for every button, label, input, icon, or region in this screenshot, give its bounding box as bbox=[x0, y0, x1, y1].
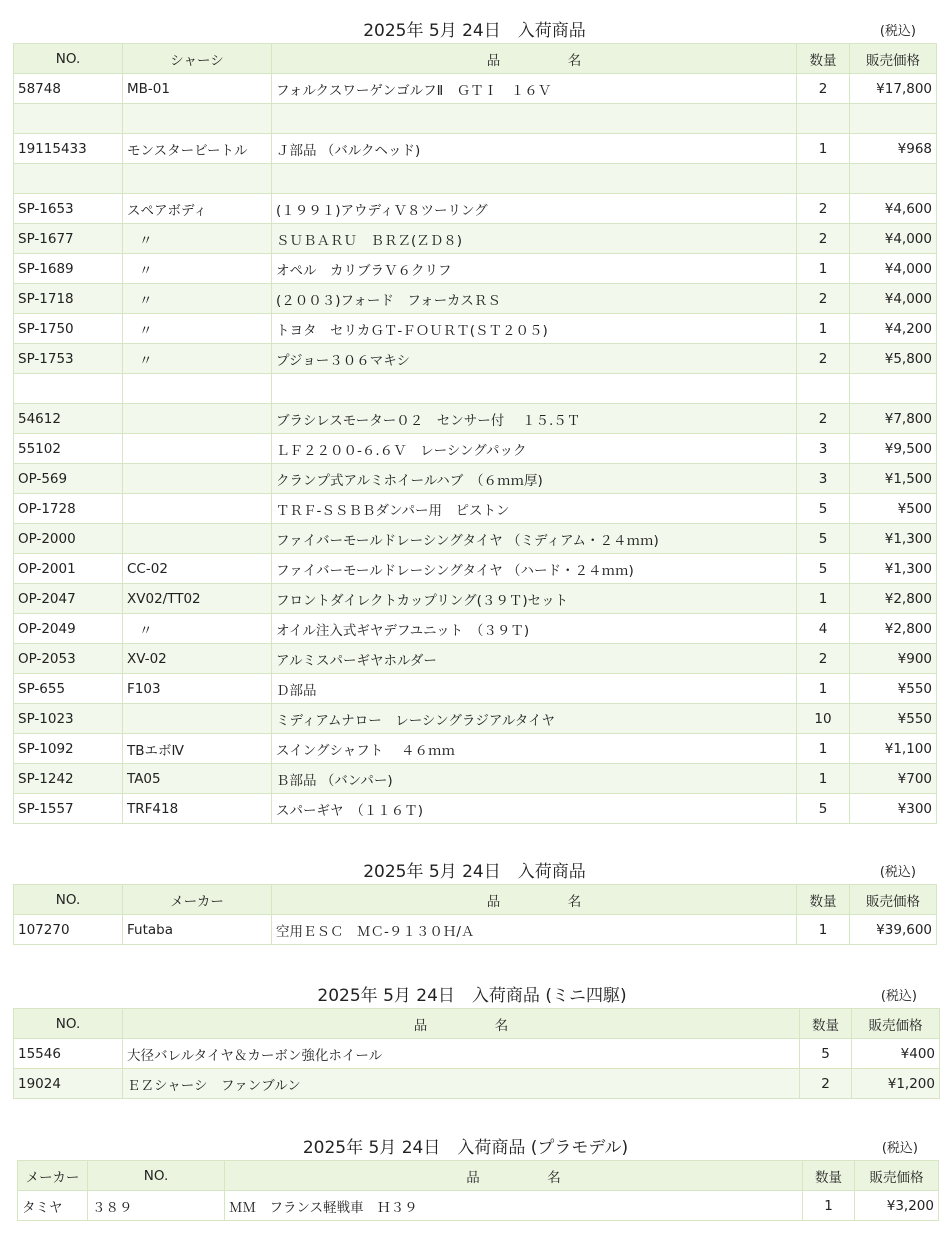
header-item-name: 品 名 bbox=[123, 1009, 800, 1039]
cell-qty: 2 bbox=[797, 284, 850, 314]
cell-price: ¥4,600 bbox=[850, 194, 937, 224]
table-row bbox=[14, 794, 937, 824]
cell-price bbox=[850, 374, 937, 404]
table-row bbox=[14, 704, 937, 734]
cell-no: 107270 bbox=[14, 915, 123, 945]
cell-no: OP-1728 bbox=[14, 494, 123, 524]
cell-qty: 1 bbox=[797, 314, 850, 344]
cell-chassis bbox=[123, 374, 272, 404]
tax-note: (税込) bbox=[881, 1141, 918, 1156]
cell-chassis: 〃 bbox=[123, 344, 272, 374]
cell-item-name bbox=[272, 104, 797, 134]
cell-no: SP-1092 bbox=[14, 734, 123, 764]
cell-item-name: (１９９１)アウディＶ８ツーリング bbox=[272, 194, 797, 224]
cell-price: ¥1,500 bbox=[850, 464, 937, 494]
cell-price: ¥1,300 bbox=[850, 554, 937, 584]
header-item-name: 品 名 bbox=[272, 885, 797, 915]
cell-qty: 3 bbox=[797, 434, 850, 464]
cell-qty: 4 bbox=[797, 614, 850, 644]
table-header-row bbox=[14, 44, 937, 74]
section-title: 2025年 5月 24日 入荷商品 bbox=[363, 862, 586, 882]
table-row bbox=[14, 644, 937, 674]
cell-no: ３８９ bbox=[88, 1191, 225, 1221]
cell-chassis bbox=[123, 164, 272, 194]
cell-no: 55102 bbox=[14, 434, 123, 464]
header-maker: メーカー bbox=[18, 1161, 88, 1191]
cell-item-name: ＳＵＢＡＲＵ ＢＲＺ(ＺＤ８) bbox=[272, 224, 797, 254]
cell-no: SP-1750 bbox=[14, 314, 123, 344]
table-row bbox=[14, 1069, 940, 1099]
cell-qty: 2 bbox=[797, 344, 850, 374]
table-row bbox=[14, 464, 937, 494]
cell-no: 19024 bbox=[14, 1069, 123, 1099]
cell-no: OP-2053 bbox=[14, 644, 123, 674]
cell-price: ¥4,200 bbox=[850, 314, 937, 344]
header-item-name: 品 名 bbox=[272, 44, 797, 74]
cell-item-name: ＬＦ２２００-６.６Ｖ レーシングパック bbox=[272, 434, 797, 464]
cell-chassis bbox=[123, 494, 272, 524]
cell-qty bbox=[797, 374, 850, 404]
table-row bbox=[14, 1039, 940, 1069]
table-row bbox=[18, 1191, 939, 1221]
cell-qty: 2 bbox=[797, 644, 850, 674]
header-no: NO. bbox=[14, 44, 123, 74]
cell-item-name: ＴＲＦ-ＳＳＢＢダンパー用 ピストン bbox=[272, 494, 797, 524]
table-row bbox=[14, 915, 937, 945]
cell-item-name: (２００３)フォード フォーカスＲＳ bbox=[272, 284, 797, 314]
cell-price: ¥2,800 bbox=[850, 614, 937, 644]
cell-item-name: Ｊ部品 （バルクヘッド) bbox=[272, 134, 797, 164]
cell-no: SP-1557 bbox=[14, 794, 123, 824]
cell-chassis: XV02/TT02 bbox=[123, 584, 272, 614]
cell-qty: 2 bbox=[800, 1069, 852, 1099]
cell-item-name: フォルクスワーゲンゴルフⅡ ＧＴＩ １６Ｖ bbox=[272, 74, 797, 104]
table-header-row bbox=[14, 1009, 940, 1039]
cell-price: ¥4,000 bbox=[850, 224, 937, 254]
cell-item-name: フロントダイレクトカップリング(３９Ｔ)セット bbox=[272, 584, 797, 614]
cell-price: ¥2,800 bbox=[850, 584, 937, 614]
cell-chassis: 〃 bbox=[123, 614, 272, 644]
cell-qty: 1 bbox=[797, 915, 850, 945]
cell-no: OP-569 bbox=[14, 464, 123, 494]
cell-qty: 2 bbox=[797, 74, 850, 104]
table-row bbox=[14, 284, 937, 314]
cell-item-name: スイングシャフト ４６ｍｍ bbox=[272, 734, 797, 764]
cell-item-name: ミディアムナロー レーシングラジアルタイヤ bbox=[272, 704, 797, 734]
table-row bbox=[14, 134, 937, 164]
cell-no: 54612 bbox=[14, 404, 123, 434]
header-qty: 数量 bbox=[797, 44, 850, 74]
header-chassis: シャーシ bbox=[123, 44, 272, 74]
cell-price: ¥17,800 bbox=[850, 74, 937, 104]
cell-chassis bbox=[123, 434, 272, 464]
table-row bbox=[14, 554, 937, 584]
cell-no: 15546 bbox=[14, 1039, 123, 1069]
tax-note: (税込) bbox=[879, 865, 916, 880]
table-row bbox=[14, 74, 937, 104]
header-item-name: 品 名 bbox=[225, 1161, 803, 1191]
cell-price: ¥7,800 bbox=[850, 404, 937, 434]
cell-no: SP-1753 bbox=[14, 344, 123, 374]
cell-item-name: ＥＺシャーシ ファンブルン bbox=[123, 1069, 800, 1099]
cell-item-name bbox=[272, 374, 797, 404]
arrivals-table bbox=[13, 884, 937, 945]
table-row bbox=[14, 254, 937, 284]
table-header-row bbox=[18, 1161, 939, 1191]
cell-chassis: F103 bbox=[123, 674, 272, 704]
cell-qty: 5 bbox=[797, 494, 850, 524]
cell-qty: 1 bbox=[797, 134, 850, 164]
cell-chassis: 〃 bbox=[123, 314, 272, 344]
cell-price: ¥4,000 bbox=[850, 254, 937, 284]
cell-item-name: Ｄ部品 bbox=[272, 674, 797, 704]
header-qty: 数量 bbox=[803, 1161, 855, 1191]
cell-no: SP-1689 bbox=[14, 254, 123, 284]
cell-chassis: XV-02 bbox=[123, 644, 272, 674]
cell-no: SP-655 bbox=[14, 674, 123, 704]
cell-price: ¥550 bbox=[850, 704, 937, 734]
cell-qty: 1 bbox=[803, 1191, 855, 1221]
tax-note: (税込) bbox=[880, 989, 917, 1004]
table-header-row bbox=[14, 885, 937, 915]
cell-price: ¥3,200 bbox=[855, 1191, 939, 1221]
table-row bbox=[14, 584, 937, 614]
cell-price: ¥39,600 bbox=[850, 915, 937, 945]
table-row bbox=[14, 734, 937, 764]
cell-chassis bbox=[123, 104, 272, 134]
cell-qty: 5 bbox=[797, 554, 850, 584]
cell-no: OP-2001 bbox=[14, 554, 123, 584]
cell-chassis: 〃 bbox=[123, 254, 272, 284]
cell-item-name: ＭＭ フランス軽戦車 Ｈ３９ bbox=[225, 1191, 803, 1221]
header-maker: メーカー bbox=[123, 885, 272, 915]
cell-qty: 5 bbox=[797, 524, 850, 554]
cell-chassis bbox=[123, 524, 272, 554]
header-no: NO. bbox=[14, 885, 123, 915]
cell-item-name: ブラシレスモーター０２ センサー付 １５.５Ｔ bbox=[272, 404, 797, 434]
cell-chassis bbox=[123, 704, 272, 734]
cell-price: ¥1,200 bbox=[852, 1069, 940, 1099]
cell-price: ¥300 bbox=[850, 794, 937, 824]
cell-item-name bbox=[272, 164, 797, 194]
cell-qty: 1 bbox=[797, 734, 850, 764]
arrivals-table bbox=[17, 1160, 939, 1221]
cell-maker: タミヤ bbox=[18, 1191, 88, 1221]
cell-qty: 1 bbox=[797, 254, 850, 284]
table-row bbox=[14, 614, 937, 644]
cell-item-name: クランプ式アルミホイールハブ （６ｍｍ厚) bbox=[272, 464, 797, 494]
header-price: 販売価格 bbox=[855, 1161, 939, 1191]
table-row bbox=[14, 524, 937, 554]
table-row bbox=[14, 314, 937, 344]
cell-price: ¥1,300 bbox=[850, 524, 937, 554]
cell-no: SP-1242 bbox=[14, 764, 123, 794]
cell-item-name: ファイバーモールドレーシングタイヤ （ミディアム・２４ｍｍ) bbox=[272, 524, 797, 554]
cell-item-name: 大径バレルタイヤ＆カーボン強化ホイール bbox=[123, 1039, 800, 1069]
cell-qty: 3 bbox=[797, 464, 850, 494]
cell-qty: 1 bbox=[797, 584, 850, 614]
cell-qty: 5 bbox=[797, 794, 850, 824]
table-row bbox=[14, 344, 937, 374]
cell-item-name: オイル注入式ギヤデフユニット （３９Ｔ) bbox=[272, 614, 797, 644]
section-title: 2025年 5月 24日 入荷商品 bbox=[363, 21, 586, 41]
cell-qty: 10 bbox=[797, 704, 850, 734]
cell-price: ¥700 bbox=[850, 764, 937, 794]
cell-qty bbox=[797, 104, 850, 134]
tax-note: (税込) bbox=[879, 24, 916, 39]
cell-no bbox=[14, 104, 123, 134]
cell-item-name: トヨタ セリカＧＴ-ＦＯＵＲＴ(ＳＴ２０５) bbox=[272, 314, 797, 344]
cell-price: ¥968 bbox=[850, 134, 937, 164]
cell-chassis: CC-02 bbox=[123, 554, 272, 584]
cell-chassis: TRF418 bbox=[123, 794, 272, 824]
cell-qty: 1 bbox=[797, 764, 850, 794]
cell-chassis: スペアボディ bbox=[123, 194, 272, 224]
cell-no bbox=[14, 374, 123, 404]
table-row bbox=[14, 434, 937, 464]
header-price: 販売価格 bbox=[852, 1009, 940, 1039]
section-title: 2025年 5月 24日 入荷商品 (ミニ四駆) bbox=[317, 986, 627, 1006]
cell-qty: 2 bbox=[797, 224, 850, 254]
header-qty: 数量 bbox=[800, 1009, 852, 1039]
cell-no: OP-2047 bbox=[14, 584, 123, 614]
cell-chassis bbox=[123, 404, 272, 434]
cell-price: ¥5,800 bbox=[850, 344, 937, 374]
table-row bbox=[14, 674, 937, 704]
header-price: 販売価格 bbox=[850, 44, 937, 74]
arrivals-table bbox=[13, 1008, 940, 1099]
cell-item-name: ファイバーモールドレーシングタイヤ （ハード・２４ｍｍ) bbox=[272, 554, 797, 584]
cell-no: SP-1677 bbox=[14, 224, 123, 254]
table-row bbox=[14, 404, 937, 434]
section-title: 2025年 5月 24日 入荷商品 (プラモデル) bbox=[302, 1138, 629, 1158]
cell-chassis bbox=[123, 464, 272, 494]
cell-item-name: Ｂ部品 （バンパー) bbox=[272, 764, 797, 794]
cell-qty: 1 bbox=[797, 674, 850, 704]
cell-item-name: プジョー３０６マキシ bbox=[272, 344, 797, 374]
cell-price bbox=[850, 164, 937, 194]
table-row bbox=[14, 494, 937, 524]
cell-no: SP-1653 bbox=[14, 194, 123, 224]
cell-no: 19115433 bbox=[14, 134, 123, 164]
cell-qty bbox=[797, 164, 850, 194]
cell-no bbox=[14, 164, 123, 194]
cell-no: SP-1023 bbox=[14, 704, 123, 734]
header-qty: 数量 bbox=[797, 885, 850, 915]
table-row bbox=[14, 164, 937, 194]
cell-price: ¥4,000 bbox=[850, 284, 937, 314]
cell-chassis: 〃 bbox=[123, 224, 272, 254]
cell-qty: 5 bbox=[800, 1039, 852, 1069]
cell-price bbox=[850, 104, 937, 134]
cell-price: ¥1,100 bbox=[850, 734, 937, 764]
cell-maker: Futaba bbox=[123, 915, 272, 945]
arrivals-table bbox=[13, 43, 937, 824]
cell-chassis: MB-01 bbox=[123, 74, 272, 104]
table-row bbox=[14, 764, 937, 794]
cell-qty: 2 bbox=[797, 404, 850, 434]
header-price: 販売価格 bbox=[850, 885, 937, 915]
cell-no: OP-2049 bbox=[14, 614, 123, 644]
cell-price: ¥550 bbox=[850, 674, 937, 704]
table-row bbox=[14, 224, 937, 254]
cell-no: SP-1718 bbox=[14, 284, 123, 314]
cell-price: ¥900 bbox=[850, 644, 937, 674]
cell-item-name: アルミスパーギヤホルダー bbox=[272, 644, 797, 674]
cell-price: ¥500 bbox=[850, 494, 937, 524]
table-row bbox=[14, 374, 937, 404]
cell-price: ¥9,500 bbox=[850, 434, 937, 464]
cell-chassis: TBエボⅣ bbox=[123, 734, 272, 764]
cell-qty: 2 bbox=[797, 194, 850, 224]
cell-price: ¥400 bbox=[852, 1039, 940, 1069]
cell-no: OP-2000 bbox=[14, 524, 123, 554]
header-no: NO. bbox=[88, 1161, 225, 1191]
cell-no: 58748 bbox=[14, 74, 123, 104]
cell-item-name: スパーギヤ （１１６Ｔ) bbox=[272, 794, 797, 824]
cell-chassis: モンスタービートル bbox=[123, 134, 272, 164]
cell-item-name: オペル カリブラＶ６クリフ bbox=[272, 254, 797, 284]
header-no: NO. bbox=[14, 1009, 123, 1039]
table-row bbox=[14, 194, 937, 224]
cell-chassis: TA05 bbox=[123, 764, 272, 794]
cell-item-name: 空用ＥＳＣ ＭＣ-９１３０Ｈ/Ａ bbox=[272, 915, 797, 945]
table-row bbox=[14, 104, 937, 134]
cell-chassis: 〃 bbox=[123, 284, 272, 314]
